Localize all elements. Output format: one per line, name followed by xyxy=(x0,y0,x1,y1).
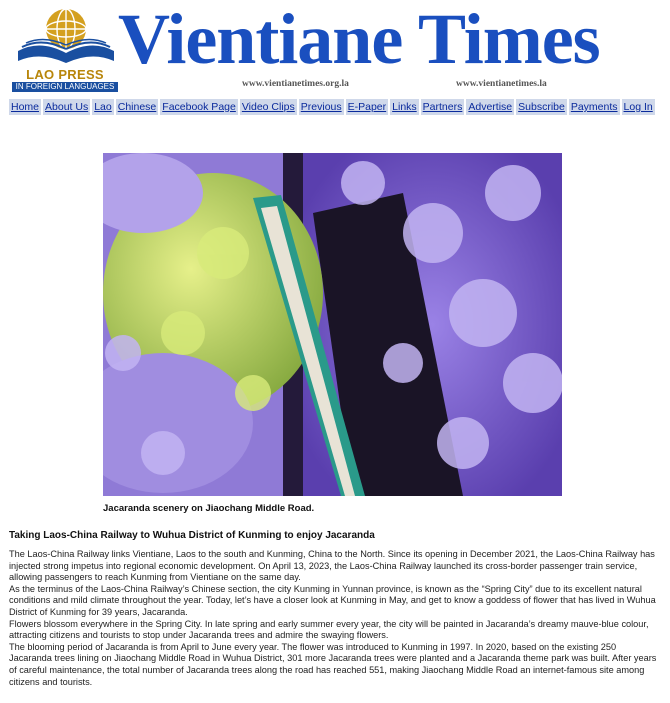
logo-title: LAO PRESS xyxy=(26,67,104,82)
nav-subscribe[interactable]: Subscribe xyxy=(518,101,565,113)
logo-subtitle: IN FOREIGN LANGUAGES xyxy=(12,82,118,92)
nav-partners[interactable]: Partners xyxy=(422,101,463,113)
jacaranda-photo-image xyxy=(103,153,562,496)
nav-previous[interactable]: Previous xyxy=(300,101,342,113)
article-photo xyxy=(103,153,562,496)
article-paragraph: The Laos-China Railway links Vientiane, Laos to the south and Kunming, China to the North. Since its opening in December 2021, the Laos-China Railway has injected strong impetus into regional economic development. On April 13, 2023, the Laos-China Railway launched its cross-border passenger train service, allowing passengers to reach Kunming from Vientiane on the same day. xyxy=(9,549,655,583)
nav-home[interactable]: Home xyxy=(11,101,40,113)
nav-links[interactable]: Links xyxy=(392,101,417,113)
lao-press-logo[interactable] xyxy=(10,5,122,93)
nav-video-clips[interactable]: Video Clips xyxy=(241,101,295,113)
article-paragraph: The blooming period of Jacaranda is from April to June every year. The flower was introduced to Kunming in 1997. In 2020, based on the existing 250 Jacaranda trees lining on Jiaochang Middle Road in Wuhua District, 301 more Jacaranda trees were planted and a Jacaranda theme park was built. After years of careful maintenance, the total number of Jacaranda trees along the road has reached 551, making Jiaochang Middle Road an internet-famous site among citizens and tourists. xyxy=(9,641,657,687)
nav-chinese[interactable]: Chinese xyxy=(117,101,157,113)
photo-caption: Jacaranda scenery on Jiaochang Middle Road. xyxy=(103,503,315,514)
nav-advertise[interactable]: Advertise xyxy=(468,101,513,113)
article-paragraph: Flowers blossom everywhere in the Spring City. In late spring and early summer every year, the city will be painted in Jacaranda’s dreamy mauve-blue colour, attracting citizens and tourists to stop under Jacaranda trees and admire the swaying flowers. xyxy=(9,618,649,641)
article-headline: Taking Laos-China Railway to Wuhua District of Kunming to enjoy Jacaranda xyxy=(9,530,375,541)
nav-payments[interactable]: Payments xyxy=(570,101,618,113)
url-la: www.vientianetimes.la xyxy=(456,79,547,89)
site-header xyxy=(0,0,670,96)
article-paragraph: As the terminus of the Laos-China Railway’s Chinese section, the city Kunming in Yunnan province, is known as the “Spring City” due to its excellent natural conditions and mild climate throughout the year. Today, let’s have a closer look at Kunming in May, and get to know a goddess of flower that has lived in Wuhua District of Kunming for 39 years, Jacaranda. xyxy=(9,583,656,617)
masthead-title[interactable]: Vientiane Times xyxy=(118,0,600,79)
article-body xyxy=(9,549,659,688)
main-nav xyxy=(9,99,655,115)
book-globe-logo-icon xyxy=(10,5,122,69)
url-org: www.vientianetimes.org.la xyxy=(242,79,349,89)
nav-lao[interactable]: Lao xyxy=(94,101,112,113)
nav-e-paper[interactable]: E-Paper xyxy=(347,101,387,113)
nav-log-in[interactable]: Log In xyxy=(623,101,653,113)
nav-facebook-page[interactable]: Facebook Page xyxy=(162,101,236,113)
nav-about-us[interactable]: About Us xyxy=(45,101,89,113)
